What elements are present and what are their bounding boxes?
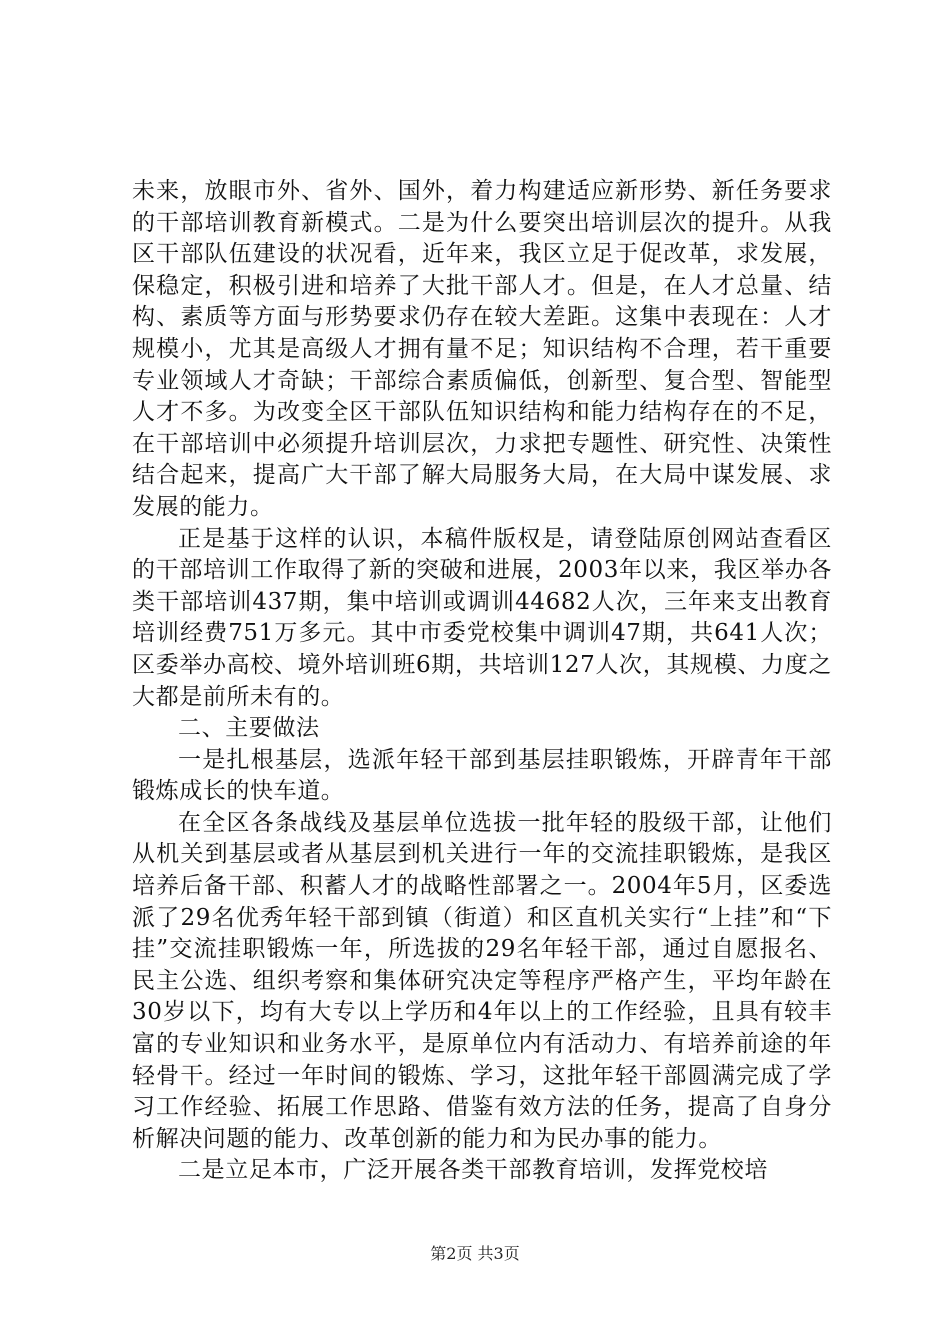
paragraph-point-one-heading: 一是扎根基层，选派年轻干部到基层挂职锻炼，开辟青年干部锻炼成长的快车道。 (132, 746, 832, 805)
document-body (132, 176, 832, 1187)
paragraph-training-progress: 正是基于这样的认识，本稿件版权是，请登陆原创网站查看区的干部培训工作取得了新的突破和进展，2003年以来，我区举办各类干部培训437期，集中培训或调训44682人次，三年来支出教育培训经费751万多元。其中市委党校集中调训47期，共641人次；区委举办高校、境外培训班6期，共培训127人次，其规模、力度之大都是前所未有的。 (132, 525, 832, 710)
paragraph-point-two-heading: 二是立足本市，广泛开展各类干部教育培训，发挥党校培 (178, 1157, 768, 1184)
paragraph-point-one-detail: 在全区各条战线及基层单位选拔一批年轻的股级干部，让他们从机关到基层或者从基层到机关进行一年的交流挂职锻炼，是我区培养后备干部、积蓄人才的战略性部署之一。2004年5月，区委选派了29名优秀年轻干部到镇（街道）和区直机关实行“上挂”和“下挂”交流挂职锻炼一年，所选拔的29名年轻干部，通过自愿报名、民主公选、组织考察和集体研究决定等程序严格产生，平均年龄在30岁以下，均有大专以上学历和4年以上的工作经验，且具有较丰富的专业知识和业务水平，是原单位内有活动力、有培养前途的年轻骨干。经过一年时间的锻炼、学习，这批年轻干部圆满完成了学习工作经验、拓展工作思路、借鉴有效方法的任务，提高了自身分析解决问题的能力、改革创新的能力和为民办事的能力。 (132, 809, 832, 1152)
paragraph-intro-continuation: 未来，放眼市外、省外、国外，着力构建适应新形势、新任务要求的干部培训教育新模式。二是为什么要突出培训层次的提升。从我区干部队伍建设的状况看，近年来，我区立足于促改革，求发展，保稳定，积极引进和培养了大批干部人才。但是，在人才总量、结构、素质等方面与形势要求仍存在较大差距。这集中表现在：人才规模小，尤其是高级人才拥有量不足；知识结构不合理，若干重要专业领域人才奇缺；干部综合素质偏低，创新型、复合型、智能型人才不多。为改变全区干部队伍知识结构和能力结构存在的不足，在干部培训中必须提升培训层次，力求把专题性、研究性、决策性结合起来，提高广大干部了解大局服务大局，在大局中谋发展、求发展的能力。 (132, 178, 832, 520)
section-heading-main-practices: 二、主要做法 (178, 715, 320, 742)
page-number: 第2页 共3页 (430, 1244, 520, 1263)
page-footer (0, 1244, 950, 1264)
